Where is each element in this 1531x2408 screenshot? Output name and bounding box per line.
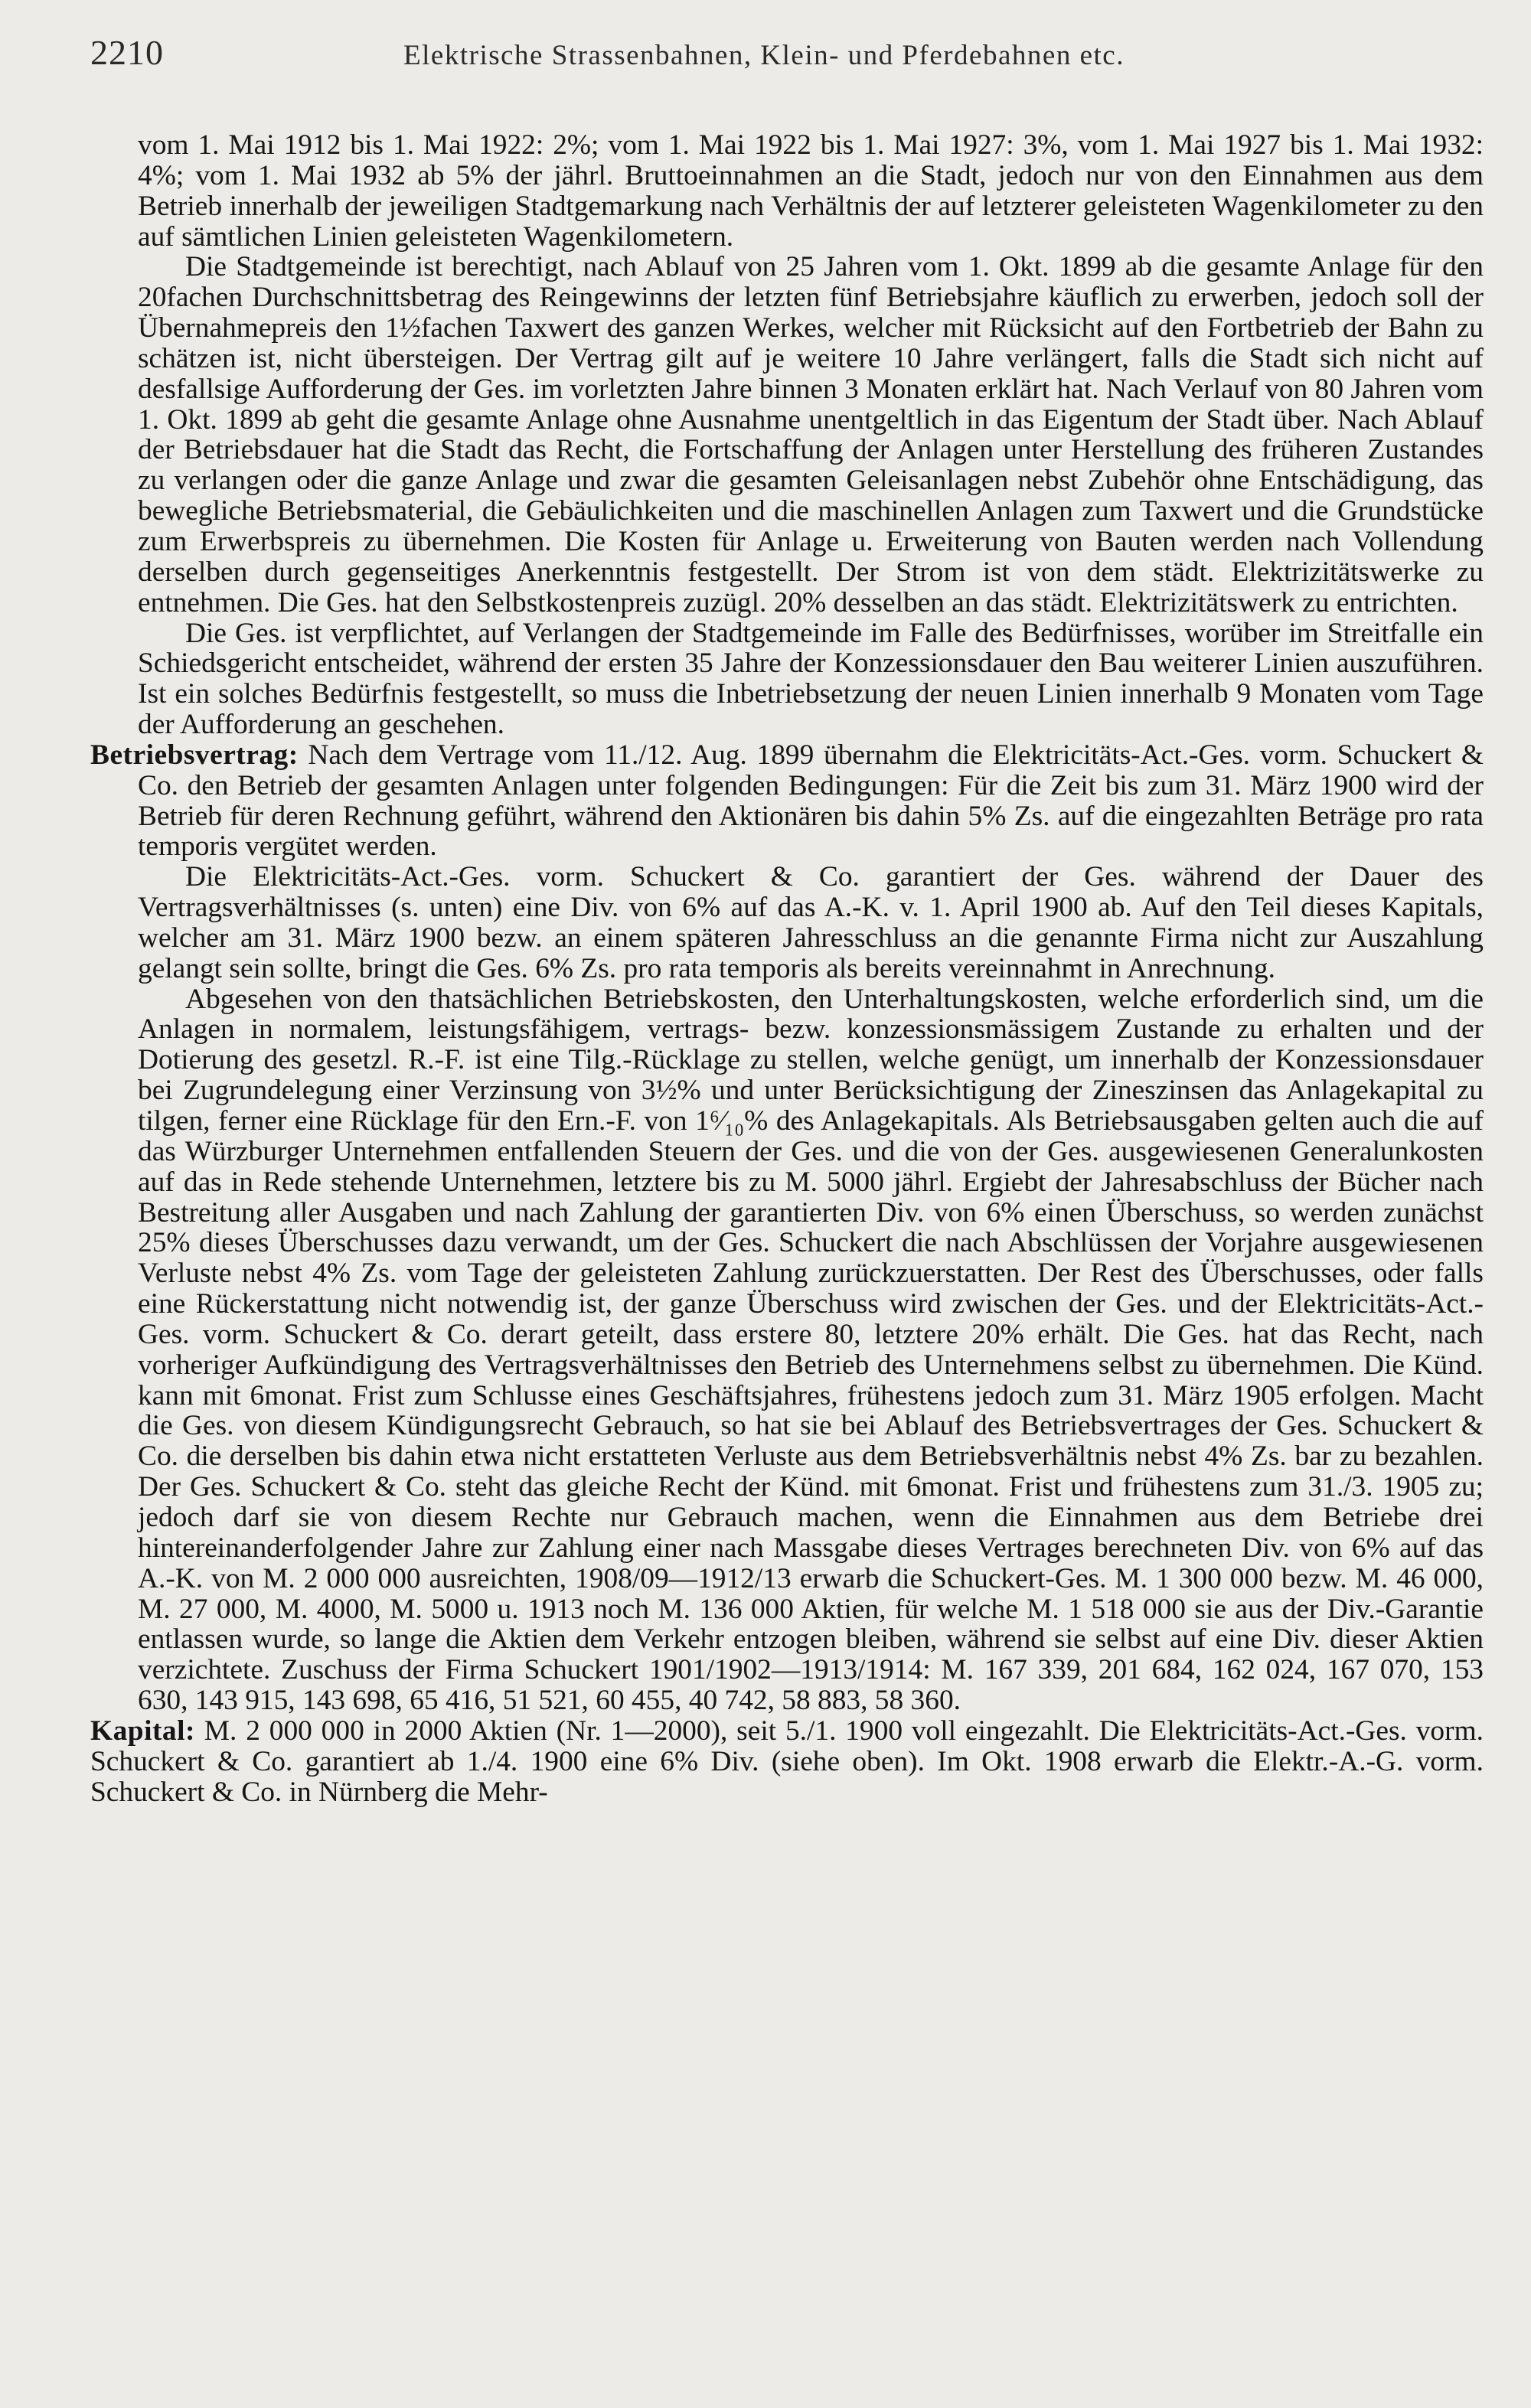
paragraph-dividend-guarantee: Die Elektricitäts-Act.-Ges. vorm. Schuckert & Co. garantiert der Ges. während der Dauer des Vertragsverhältnisses (s. unten) eine Div. von 6% auf das A.-K. v. 1. April 1900 ab. Auf den Teil dieses Kapitals, welcher am 31. März 1900 bezw. an einem späteren Jahresschluss an die genannte Firma nicht zur Auszahlung gelangt sein sollte, bringt die Ges. 6% Zs. pro rata temporis als bereits vereinnahmt in Anrechnung. <box>138 861 1484 984</box>
body-text <box>90 130 1484 1807</box>
running-title: Elektrische Strassenbahnen, Klein- und Pferdebahnen etc. <box>403 40 1125 71</box>
paragraph-new-lines: Die Ges. ist verpflichtet, auf Verlangen der Stadtgemeinde im Falle des Bedürfnisses, worüber im Streitfalle ein Schiedsgericht entscheidet, während der ersten 35 Jahre der Konzessionsdauer den Bau weiterer Linien auszuführen. Ist ein solches Bedürfnis festgestellt, so muss die Inbetriebsetzung der neuen Linien innerhalb 9 Monaten vom Tage der Aufforderung an geschehen. <box>138 617 1484 741</box>
section-betriebsvertrag: Betriebsvertrag: Nach dem Vertrage vom 11./12. Aug. 1899 übernahm die Elektricitäts-Act.-Ges. vorm. Schuckert & Co. den Betrieb der gesamten Anlagen unter folgenden Bedingungen: Für die Zeit bis zum 31. März 1900 wird der Betrieb für deren Rechnung geführt, während den Aktionären bis dahin 5% Zs. auf die eingezahlten Beträge pro rata temporis vergütet werden. <box>90 739 1484 863</box>
paragraph-continuation: vom 1. Mai 1912 bis 1. Mai 1922: 2%; vom 1. Mai 1922 bis 1. Mai 1927: 3%, vom 1. Mai 1927 bis 1. Mai 1932: 4%; vom 1. Mai 1932 ab 5% der jährl. Bruttoeinnahmen an die Stadt, jedoch nur von den Einnahmen aus dem Betrieb innerhalb der jeweiligen Stadtgemarkung nach Verhältnis der auf letzterer geleisteten Wagenkilometer zu den auf sämtlichen Linien geleisteten Wagenkilometern. <box>138 129 1484 253</box>
paragraph-operating-costs: Abgesehen von den thatsächlichen Betriebskosten, den Unterhaltungskosten, welche erforderlich sind, um die Anlagen in normalem, leistungsfähigem, vertrags- bezw. konzessionsmässigem Zustande zu erhalten und der Dotierung des gesetzl. R.-F. ist eine Tilg.-Rücklage zu stellen, welche genügt, um innerhalb der Konzessionsdauer bei Zugrundelegung einer Verzinsung von 3½% und unter Berücksichtigung der Zineszinsen das Anlagekapital zu tilgen, ferner eine Rücklage für den Ern.-F. von 1⁶⁄₁₀% des Anlagekapitals. Als Betriebsausgaben gelten auch die auf das Würzburger Unternehmen entfallenden Steuern der Ges. und die von der Ges. ausgewiesenen Generalunkosten auf das in Rede stehende Unternehmen, letztere bis zu M. 5000 jährl. Ergiebt der Jahresabschluss der Bücher nach Bestreitung aller Ausgaben und nach Zahlung der garantierten Div. von 6% einen Überschuss, so werden zunächst 25% dieses Überschusses dazu verwandt, um der Ges. Schuckert die nach Abschlüssen der Vorjahre ausgewiesenen Verluste nebst 4% Zs. vom Tage der geleisteten Zahlung zurückzuerstatten. Der Rest des Überschusses, oder falls eine Rückerstattung nicht notwendig ist, der ganze Überschuss wird zwischen der Ges. und der Elektricitäts-Act.-Ges. vorm. Schuckert & Co. derart geteilt, dass erstere 80, letztere 20% erhält. Die Ges. hat das Recht, nach vorheriger Aufkündigung des Vertragsverhältnisses den Betrieb des Unternehmens selbst zu übernehmen. Die Künd. kann mit 6monat. Frist zum Schlusse eines Geschäftsjahres, frühestens jedoch zum 31. März 1905 erfolgen. Macht die Ges. von diesem Kündigungsrecht Gebrauch, so hat sie bei Ablauf des Betriebsvertrages der Ges. Schuckert & Co. die derselben bis dahin etwa nicht erstatteten Verluste aus dem Betriebsverhältnis nebst 4% Zs. bar zu bezahlen. Der Ges. Schuckert & Co. steht das gleiche Recht der Künd. mit 6monat. Frist und frühestens zum 31./3. 1905 zu; jedoch darf sie von diesem Rechte nur Gebrauch machen, wenn die Einnahmen aus dem Betriebe drei hintereinanderfolgender Jahre zur Zahlung einer nach Massgabe dieses Vertrages berechneten Div. von 6% auf das A.-K. von M. 2 000 000 ausreichten, 1908/09—1912/13 erwarb die Schuckert-Ges. M. 1 300 000 bezw. M. 46 000, M. 27 000, M. 4000, M. 5000 u. 1913 noch M. 136 000 Aktien, für welche M. 1 518 000 sie aus der Div.-Garantie entlassen wurde, so lange die Aktien dem Verkehr entzogen bleiben, während sie selbst auf eine Div. dieser Aktien verzichtete. Zuschuss der Firma Schuckert 1901/1902—1913/1914: M. 167 339, 201 684, 162 024, 167 070, 153 630, 143 915, 143 698, 65 416, 51 521, 60 455, 40 742, 58 883, 58 360. <box>138 983 1484 1717</box>
section-label: Betriebsvertrag: <box>90 739 299 771</box>
section-label: Kapital: <box>90 1715 195 1747</box>
page-number: 2210 <box>90 33 164 72</box>
section-kapital: Kapital: M. 2 000 000 in 2000 Aktien (Nr. 1—2000), seit 5./1. 1900 voll eingezahlt. Die Elektricitäts-Act.-Ges. vorm. Schuckert & Co. garantiert ab 1./4. 1900 eine 6% Div. (siehe oben). Im Okt. 1908 erwarb die Elektr.-A.-G. vorm. Schuckert & Co. in Nürnberg die Mehr- <box>90 1715 1484 1808</box>
paragraph-purchase-rights: Die Stadtgemeinde ist berechtigt, nach Ablauf von 25 Jahren vom 1. Okt. 1899 ab die gesamte Anlage für den 20fachen Durchschnittsbetrag des Reingewinns der letzten fünf Betriebsjahre käuflich zu erwerben, jedoch soll der Übernahmepreis den 1½fachen Taxwert des ganzen Werkes, welcher mit Rücksicht auf den Fortbetrieb der Bahn zu schätzen ist, nicht übersteigen. Der Vertrag gilt auf je weitere 10 Jahre verlängert, falls die Stadt sich nicht auf desfallsige Aufforderung der Ges. im vorletzten Jahre binnen 3 Monaten erklärt hat. Nach Verlauf von 80 Jahren vom 1. Okt. 1899 ab geht die gesamte Anlage ohne Ausnahme unentgeltlich in das Eigentum der Stadt über. Nach Ablauf der Betriebsdauer hat die Stadt das Recht, die Fortschaffung der Anlagen unter Herstellung des früheren Zustandes zu verlangen oder die ganze Anlage und zwar die gesamten Geleisanlagen nebst Zubehör ohne Entschädigung, das bewegliche Betriebsmaterial, die Gebäulichkeiten und die maschinellen Anlagen zum Taxwert und die Grundstücke zum Erwerbspreis zu übernehmen. Die Kosten für Anlage u. Erweiterung von Bauten werden nach Vollendung derselben durch gegenseitiges Anerkenntnis festgestellt. Der Strom ist von dem städt. Elektrizitätswerke zu entnehmen. Die Ges. hat den Selbstkostenpreis zuzügl. 20% desselben an das städt. Elektrizitätswerk zu entrichten. <box>138 251 1484 618</box>
page-header <box>90 32 1484 81</box>
